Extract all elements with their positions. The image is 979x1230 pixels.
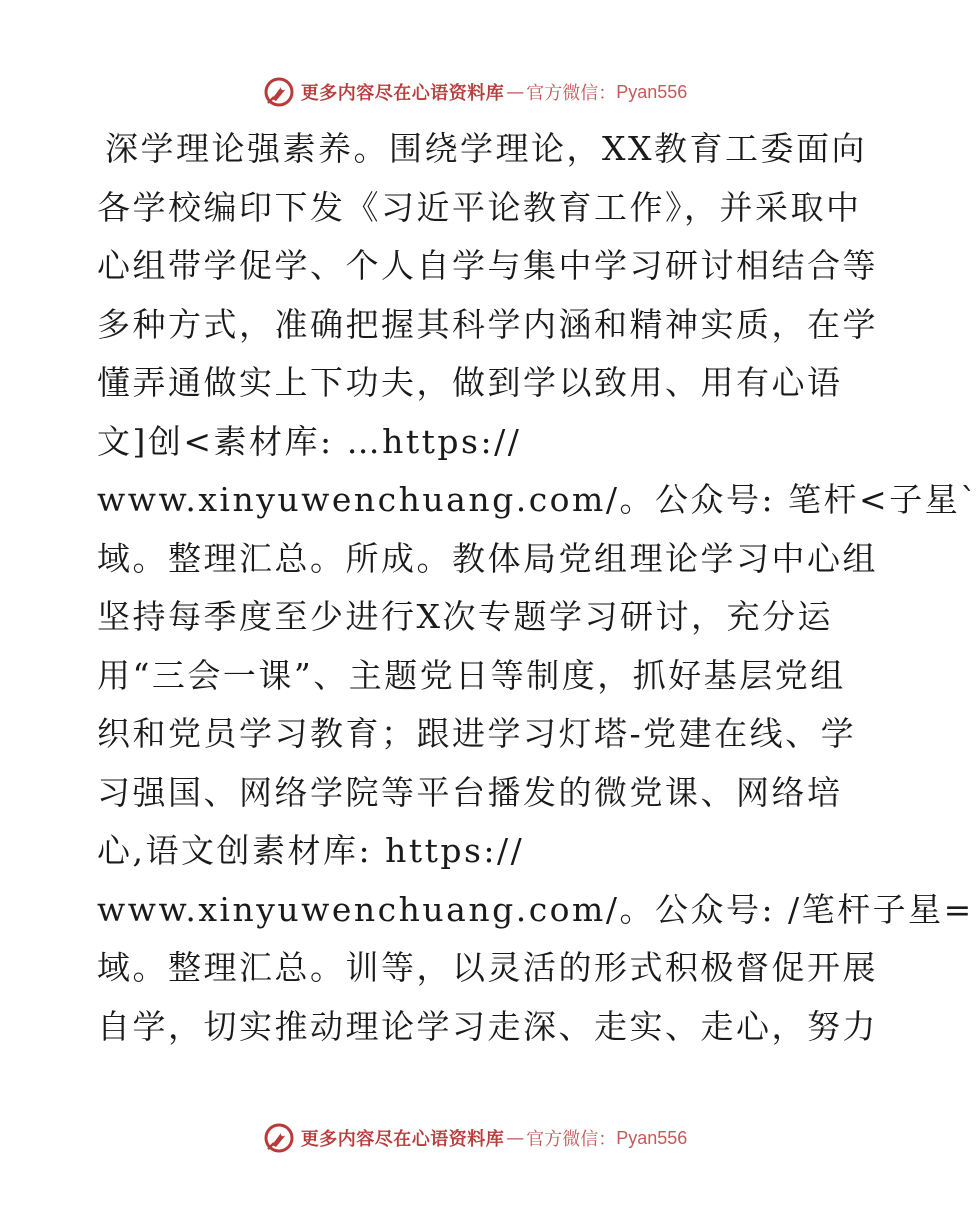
body-line: 各学校编印下发《习近平论教育工作》，并采取中 — [97, 187, 862, 227]
document-body — [97, 120, 979, 1056]
banner-main-text: 更多内容尽在心语资料库 — [300, 1129, 505, 1150]
body-line: 用“三会一课”、主题党日等制度，抓好基层党组 — [97, 655, 846, 695]
body-line: 织和党员学习教育；跟进学习灯塔-党建在线、学 — [97, 714, 857, 753]
body-line: www.xinyuwenchuang.com/。公众号: /笔杆子星= — [97, 889, 974, 929]
body-line: 习强国、网络学院等平台播发的微党课、网络培 — [97, 772, 843, 812]
banner-official-label: 官方微信： — [526, 83, 617, 104]
banner-official-label: 官方微信： — [526, 1129, 617, 1150]
body-line: 自学，切实推动理论学习走深、走实、走心，努力 — [97, 1006, 878, 1046]
body-line: 多种方式，准确把握其科学内涵和精神实质，在学 — [97, 304, 878, 344]
banner-wechat-id: Pyan556 — [616, 1127, 688, 1148]
header-banner — [0, 72, 950, 112]
banner-separator: — — [506, 1127, 525, 1149]
body-line: 域。整理汇总。训等，以灵活的形式积极督促开展 — [97, 948, 878, 987]
body-line: 域。整理汇总。所成。教体局党组理论学习中心组 — [97, 538, 878, 578]
body-line: 深学理论强素养。围绕学理论，XX教育工委面向 — [105, 129, 867, 168]
body-line: 心,语文创素材库: https:// — [97, 831, 525, 870]
body-line: 懂弄通做实上下功夫，做到学以致用、用有心语 — [97, 363, 843, 402]
footer-banner — [0, 1118, 950, 1158]
body-line: www.xinyuwenchuang.com/。公众号: 笔杆<子星` — [97, 480, 979, 519]
body-line: 心组带学促学、个人自学与集中学习研讨相结合等 — [97, 246, 878, 285]
banner-wechat-id: Pyan556 — [616, 81, 688, 102]
banner-separator: — — [506, 81, 525, 103]
body-line: 文]创<素材库: …https:// — [97, 421, 522, 461]
body-line: 坚持每季度至少进行X次专题学习研讨，充分运 — [97, 597, 833, 636]
banner-main-text: 更多内容尽在心语资料库 — [300, 83, 505, 104]
pen-nib-logo-icon — [263, 1122, 295, 1154]
pen-nib-logo-icon — [263, 76, 295, 108]
